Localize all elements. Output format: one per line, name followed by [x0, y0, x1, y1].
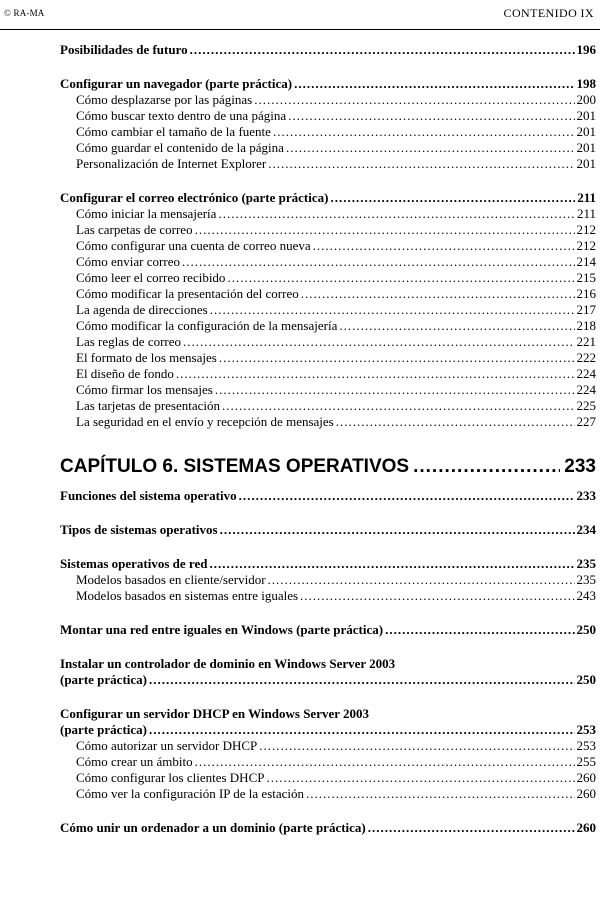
- leader-dots: [254, 92, 574, 108]
- toc-subentry: [60, 124, 596, 140]
- toc-entry-title: Cómo configurar los clientes DHCP: [76, 770, 265, 785]
- toc-subentry: [60, 786, 596, 802]
- leader-dots: [209, 556, 574, 572]
- toc-subentry: [60, 222, 596, 238]
- toc-entry-page: 222: [576, 350, 596, 365]
- leader-dots: [195, 222, 575, 238]
- leader-dots: [218, 206, 575, 222]
- toc-entry-title: Cómo modificar la configuración de la mensajería: [76, 318, 338, 333]
- toc-entry-title: Funciones del sistema operativo: [60, 488, 237, 503]
- toc-subentry: [60, 770, 596, 786]
- leader-dots: [313, 238, 575, 254]
- leader-dots: [195, 754, 575, 770]
- toc-subentry: [60, 156, 596, 172]
- toc-subentry: [60, 754, 596, 770]
- toc-entry-title: Cómo firmar los mensajes: [76, 382, 213, 397]
- leader-dots: [385, 622, 574, 638]
- toc-entry-title: El diseño de fondo: [76, 366, 174, 381]
- toc-entry-title: Modelos basados en sistemas entre iguales: [76, 588, 299, 603]
- leader-dots: [336, 414, 575, 430]
- page-header: [0, 6, 600, 24]
- toc-entry-page: 221: [576, 334, 596, 349]
- leader-dots: [182, 254, 575, 270]
- leader-dots: [300, 588, 574, 604]
- chapter-heading: [60, 456, 596, 478]
- toc-entry-title: Las tarjetas de presentación: [76, 398, 221, 413]
- leader-dots: [239, 488, 575, 504]
- toc-section-entry: [60, 190, 596, 206]
- leader-dots: [149, 672, 575, 688]
- toc-entry-page: 212: [576, 238, 596, 253]
- toc-entry-title: La seguridad en el envío y recepción de mensajes: [76, 414, 334, 429]
- toc-entry-page: 225: [576, 398, 596, 413]
- leader-dots: [190, 42, 575, 58]
- toc-entry-page: 211: [577, 190, 596, 205]
- toc-entry-title: Cómo iniciar la mensajería: [76, 206, 217, 221]
- toc-subentry: [60, 286, 596, 302]
- toc-entry-title: Cómo leer el correo recibido: [76, 270, 226, 285]
- toc-entry-title: Cómo configurar una cuenta de correo nueva: [76, 238, 311, 253]
- toc-subentry: [60, 414, 596, 430]
- header-rule: [0, 29, 600, 30]
- toc-entry-page: 201: [576, 156, 596, 171]
- leader-dots: [266, 770, 574, 786]
- running-head: CONTENIDO IX: [503, 6, 594, 20]
- toc-entry-title: Cómo desplazarse por las páginas: [76, 92, 253, 107]
- toc-section-entry: [60, 820, 596, 836]
- toc-subentry: [60, 318, 596, 334]
- toc-entry-page: 217: [576, 302, 596, 317]
- toc-entry-page: 212: [576, 222, 596, 237]
- toc-section-entry: [60, 76, 596, 92]
- toc-entry-page: 201: [576, 124, 596, 139]
- leader-dots: [220, 522, 575, 538]
- toc-entry-page: 196: [576, 42, 596, 57]
- leader-dots: [330, 190, 575, 206]
- toc-section-entry: [60, 722, 596, 738]
- toc-entry-page: 260: [576, 770, 596, 785]
- toc-entry-page: 224: [576, 366, 596, 381]
- leader-dots: [294, 76, 574, 92]
- leader-dots: [301, 286, 575, 302]
- toc-subentry: [60, 398, 596, 414]
- toc-entry-title: Cómo crear un ámbito: [76, 754, 193, 769]
- toc-entry-page: 201: [576, 140, 596, 155]
- leader-dots: [286, 140, 575, 156]
- toc-entry-page: 215: [576, 270, 596, 285]
- toc-entry-page: 224: [576, 382, 596, 397]
- toc-entry-page: 253: [576, 722, 596, 737]
- toc-section-entry: [60, 622, 596, 638]
- toc-entry-title: Tipos de sistemas operativos: [60, 522, 218, 537]
- chapter-page: 233: [564, 456, 596, 477]
- toc-section-entry: [60, 672, 596, 688]
- toc-entry-page: 253: [576, 738, 596, 753]
- toc-entry-page: 211: [576, 206, 596, 221]
- toc-section-entry: [60, 522, 596, 538]
- toc-subentry: [60, 572, 596, 588]
- toc-entry-page: 214: [576, 254, 596, 269]
- toc-subentry: [60, 738, 596, 754]
- toc-entry-title: Cómo guardar el contenido de la página: [76, 140, 284, 155]
- toc-entry-page: 260: [576, 820, 596, 835]
- toc-section-entry: [60, 488, 596, 504]
- toc-entry-title: Cómo unir un ordenador a un dominio (parte práctica): [60, 820, 366, 835]
- leader-dots: [288, 108, 574, 124]
- toc-entry-title: Configurar el correo electrónico (parte práctica): [60, 190, 329, 205]
- toc-subentry: [60, 206, 596, 222]
- leader-dots: [339, 318, 574, 334]
- toc-entry-title-line1: Configurar un servidor DHCP en Windows Server 2003: [60, 706, 370, 721]
- toc-entry-title: La agenda de direcciones: [76, 302, 208, 317]
- toc-entry-page: 235: [576, 572, 596, 587]
- toc-section-entry: [60, 556, 596, 572]
- publisher-mark: © RA-MA: [4, 8, 45, 18]
- toc-entry-title: Modelos basados en cliente/servidor: [76, 572, 266, 587]
- toc-entry-page: 216: [576, 286, 596, 301]
- toc-entry-title: Cómo buscar texto dentro de una página: [76, 108, 287, 123]
- toc-subentry: [60, 302, 596, 318]
- leader-dots: [268, 156, 574, 172]
- toc-entry-title-line2: (parte práctica): [60, 722, 147, 737]
- toc-subentry: [60, 366, 596, 382]
- toc-subentry: [60, 270, 596, 286]
- toc-entry-page: 235: [576, 556, 596, 571]
- leader-dots: [306, 786, 574, 802]
- toc-entry-page: 218: [576, 318, 596, 333]
- leader-dots: [219, 350, 575, 366]
- toc-entry-page: 255: [576, 754, 596, 769]
- toc-subentry: [60, 140, 596, 156]
- leader-dots: [222, 398, 574, 414]
- toc-subentry: [60, 350, 596, 366]
- toc-entry-page: 243: [576, 588, 596, 603]
- toc-subentry: [60, 108, 596, 124]
- toc-entry-page: 234: [576, 522, 596, 537]
- toc-entry-title-line1: Instalar un controlador de dominio en Windows Server 2003: [60, 656, 396, 671]
- toc-subentry: [60, 238, 596, 254]
- toc-section-entry: [60, 42, 596, 58]
- toc-entry-page: 250: [576, 622, 596, 637]
- toc-entry-page: 233: [576, 488, 596, 503]
- leader-dots: [413, 456, 560, 478]
- toc-subentry: [60, 334, 596, 350]
- toc-subentry: [60, 254, 596, 270]
- leader-dots: [176, 366, 575, 382]
- toc-entry-title: Personalización de Internet Explorer: [76, 156, 267, 171]
- toc-entry-title: Cómo enviar correo: [76, 254, 180, 269]
- toc-entry-title: Cómo ver la configuración IP de la estación: [76, 786, 305, 801]
- toc-subentry: [60, 92, 596, 108]
- toc-entry-title-line2: (parte práctica): [60, 672, 147, 687]
- toc-entry-title: Cómo cambiar el tamaño de la fuente: [76, 124, 271, 139]
- toc-entry-page: 201: [576, 108, 596, 123]
- toc-entry-title: El formato de los mensajes: [76, 350, 217, 365]
- toc-entry-title: Sistemas operativos de red: [60, 556, 208, 571]
- toc-entry-page: 200: [576, 92, 596, 107]
- toc-entry-page: 260: [576, 786, 596, 801]
- toc-entry-title: Cómo modificar la presentación del correo: [76, 286, 299, 301]
- leader-dots: [210, 302, 575, 318]
- toc-entry-title: Las carpetas de correo: [76, 222, 193, 237]
- toc-entry-page: 250: [576, 672, 596, 687]
- leader-dots: [149, 722, 575, 738]
- chapter-title: CAPÍTULO 6. SISTEMAS OPERATIVOS: [60, 456, 410, 477]
- toc-entry-title: Configurar un navegador (parte práctica): [60, 76, 293, 91]
- toc-entry-page: 227: [576, 414, 596, 429]
- toc-subentry: [60, 588, 596, 604]
- toc-entry-title: Montar una red entre iguales en Windows (parte práctica): [60, 622, 384, 637]
- leader-dots: [227, 270, 574, 286]
- leader-dots: [215, 382, 575, 398]
- toc-entry-page: 198: [576, 76, 596, 91]
- leader-dots: [273, 124, 575, 140]
- toc-entry-title: Posibilidades de futuro: [60, 42, 188, 57]
- leader-dots: [268, 572, 575, 588]
- toc-entry-title: Cómo autorizar un servidor DHCP: [76, 738, 258, 753]
- leader-dots: [183, 334, 574, 350]
- table-of-contents: [60, 42, 596, 836]
- leader-dots: [259, 738, 574, 754]
- leader-dots: [368, 820, 575, 836]
- toc-entry-title: Las reglas de correo: [76, 334, 182, 349]
- toc-subentry: [60, 382, 596, 398]
